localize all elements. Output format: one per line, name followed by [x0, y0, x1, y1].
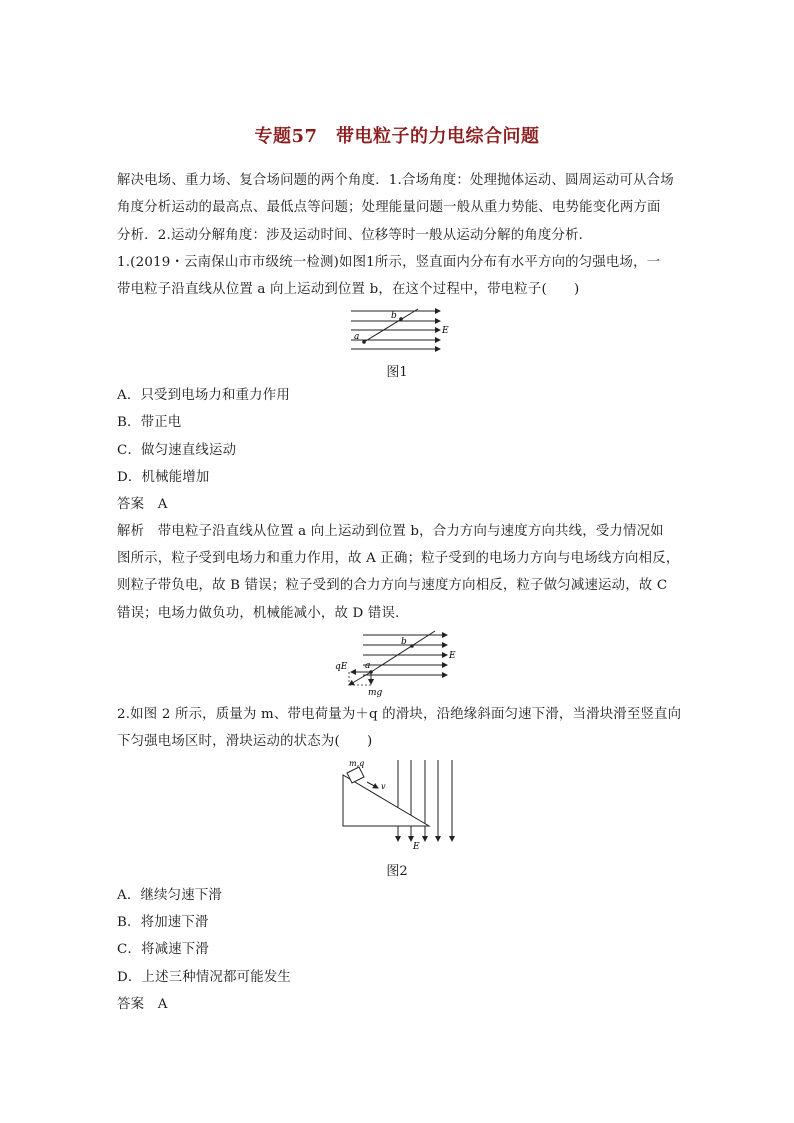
point-b: [399, 317, 403, 321]
label-mq: m,q: [349, 759, 365, 768]
resultant-force-arrow: [349, 672, 371, 685]
point-b: [410, 644, 414, 648]
velocity-arrow: [367, 782, 378, 788]
intro-line-2: 角度分析运动的最高点、最低点等问题；处理能量问题一般从重力势能、电势能变化两方面: [117, 200, 661, 215]
label-b: b: [391, 311, 397, 321]
figure-1: [348, 304, 458, 354]
q1-stem-line-1: 1.(2019・云南保山市市级统一检测)如图1所示，竖直面内分布有水平方向的匀强电场，一: [117, 255, 661, 270]
q1-option-a: A．只受到电场力和重力作用: [117, 388, 290, 403]
label-qE: qE: [335, 662, 348, 672]
q1-stem-line-2: 带电粒子沿直线从位置 a 向上运动到位置 b，在这个过程中，带电粒子( ): [117, 282, 580, 297]
point-a: [362, 340, 366, 344]
q2-option-c: C．将减速下滑: [117, 942, 209, 957]
page-title: 专题57 带电粒子的力电综合问题: [254, 126, 540, 147]
figure-1-caption: 图1: [386, 365, 408, 380]
label-a: a: [365, 661, 371, 671]
label-v: v: [381, 782, 386, 791]
intro-line-1: 解决电场、重力场、复合场问题的两个角度．1.合场角度：处理抛体运动、圆周运动可从合场: [117, 173, 674, 188]
q2-option-d: D．上述三种情况都可能发生: [117, 970, 292, 985]
label-E: E: [449, 651, 456, 661]
q1-option-c: C．做匀速直线运动: [117, 443, 237, 458]
label-E: E: [442, 326, 449, 336]
q1-analysis-line-4: 错误；电场力做负功，机械能减小，故 D 错误．: [117, 606, 409, 621]
q1-analysis-line-2: 图所示，粒子受到电场力和重力作用，故 A 正确；粒子受到的电场力方向与电场线方向相反，: [117, 551, 680, 566]
intro-line-3: 分析．2.运动分解角度：涉及运动时间、位移等时一般从运动分解的角度分析．: [117, 228, 593, 243]
q2-stem-line-1: 2.如图 2 所示，质量为 m、带电荷量为＋q 的滑块，沿绝缘斜面匀速下滑，当滑块滑至竖直向: [117, 707, 682, 722]
label-E: E: [413, 842, 420, 852]
incline-slope: [343, 775, 429, 826]
q1-analysis-line-3: 则粒子带负电，故 B 错误；粒子受到的合力方向与速度方向相反，粒子做匀减速运动，故 C: [117, 578, 668, 593]
q1-option-d: D．机械能增加: [117, 470, 210, 485]
figure-2-caption: 图2: [386, 864, 408, 879]
label-a: a: [354, 332, 360, 342]
q2-answer: 答案 A: [117, 997, 168, 1012]
figure-2: [334, 757, 458, 853]
label-mg: mg: [368, 688, 383, 698]
q2-option-a: A．继续匀速下滑: [117, 888, 223, 903]
q2-stem-line-2: 下匀强电场区时，滑块运动的状态为( ): [117, 734, 373, 749]
q2-option-b: B．将加速下滑: [117, 915, 209, 930]
label-b: b: [401, 637, 407, 647]
q1-option-b: B．带正电: [117, 415, 182, 430]
q1-analysis-line-1: 解析 带电粒子沿直线从位置 a 向上运动到位置 b，合力方向与速度方向共线，受力情况如: [117, 524, 664, 539]
force-diagram: [333, 628, 463, 700]
q1-answer: 答案 A: [117, 497, 168, 512]
